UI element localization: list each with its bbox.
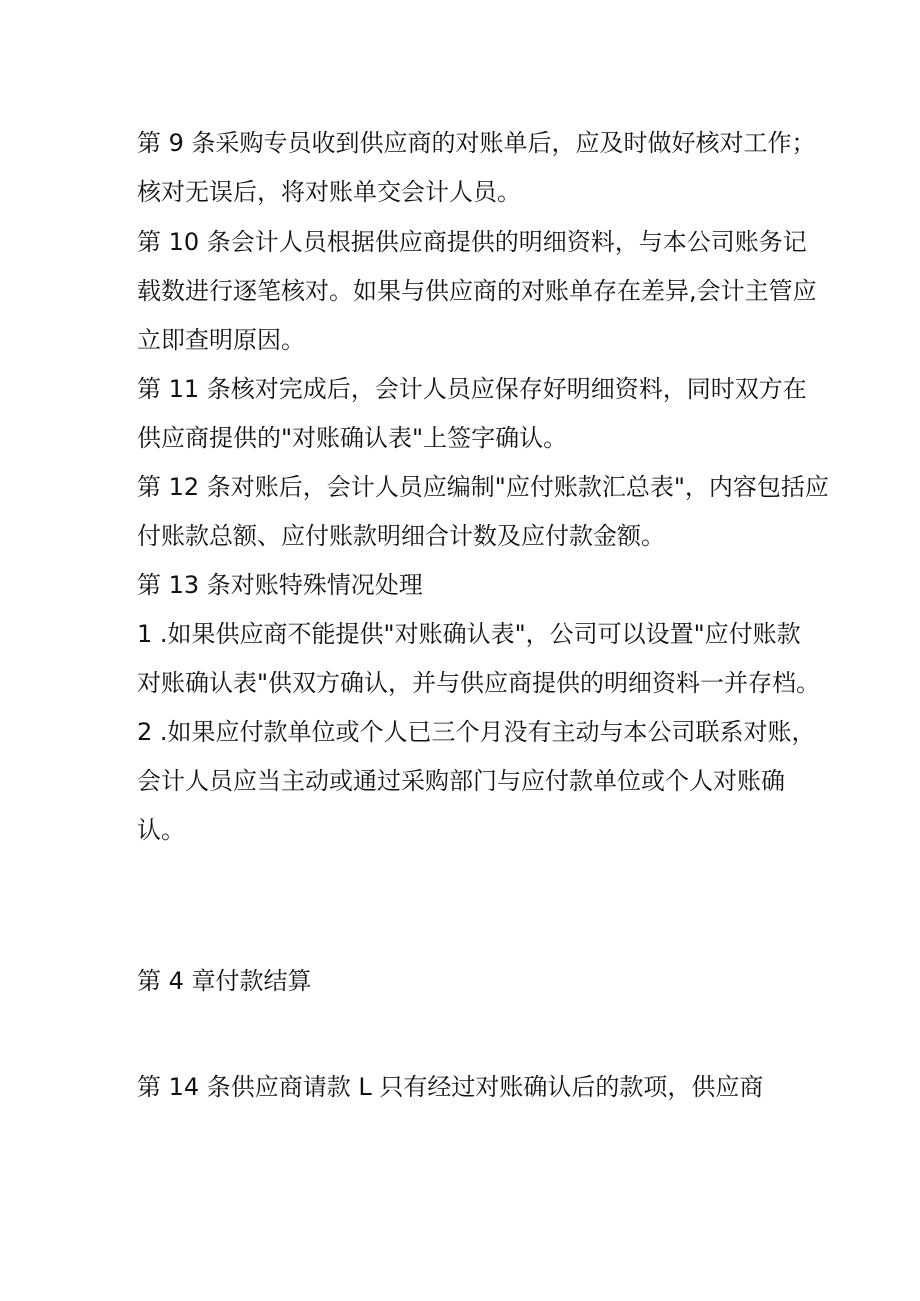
list-item: 1 .如果供应商不能提供"对账确认表"，公司可以设置"应付账款 (137, 620, 801, 648)
text-line: 付账款总额、应付账款明细合计数及应付款金额。 (137, 522, 665, 550)
text-line: 第 14 条供应商请款 L 只有经过对账确认后的款项，供应商 (137, 1073, 764, 1101)
text-line: 核对无误后，将对账单交会计人员。 (137, 178, 521, 206)
text-line: 第 10 条会计人员根据供应商提供的明细资料，与本公司账务记 (137, 228, 807, 256)
text-line: 第 12 条对账后，会计人员应编制"应付账款汇总表"，内容包括应 (137, 473, 829, 501)
text-line: 第 11 条核对完成后，会计人员应保存好明细资料，同时双方在 (137, 375, 807, 403)
text-line: 供应商提供的"对账确认表"上签字确认。 (137, 424, 568, 452)
chapter-heading: 第 4 章付款结算 (137, 967, 312, 995)
section-heading: 第 13 条对账特殊情况处理 (137, 571, 423, 599)
text-line: 载数进行逐笔核对。如果与供应商的对账单存在差异,会计主管应 (137, 277, 817, 305)
text-line: 认。 (137, 816, 185, 844)
text-line: 会计人员应当主动或通过采购部门与应付款单位或个人对账确 (137, 767, 785, 795)
text-line: 对账确认表"供双方确认，并与供应商提供的明细资料一并存档。 (137, 669, 821, 697)
text-line: 第 9 条采购专员收到供应商的对账单后，应及时做好核对工作； (137, 129, 816, 157)
text-line: 立即查明原因。 (137, 326, 305, 354)
list-item: 2 .如果应付款单位或个人已三个月没有主动与本公司联系对账， (137, 718, 816, 746)
